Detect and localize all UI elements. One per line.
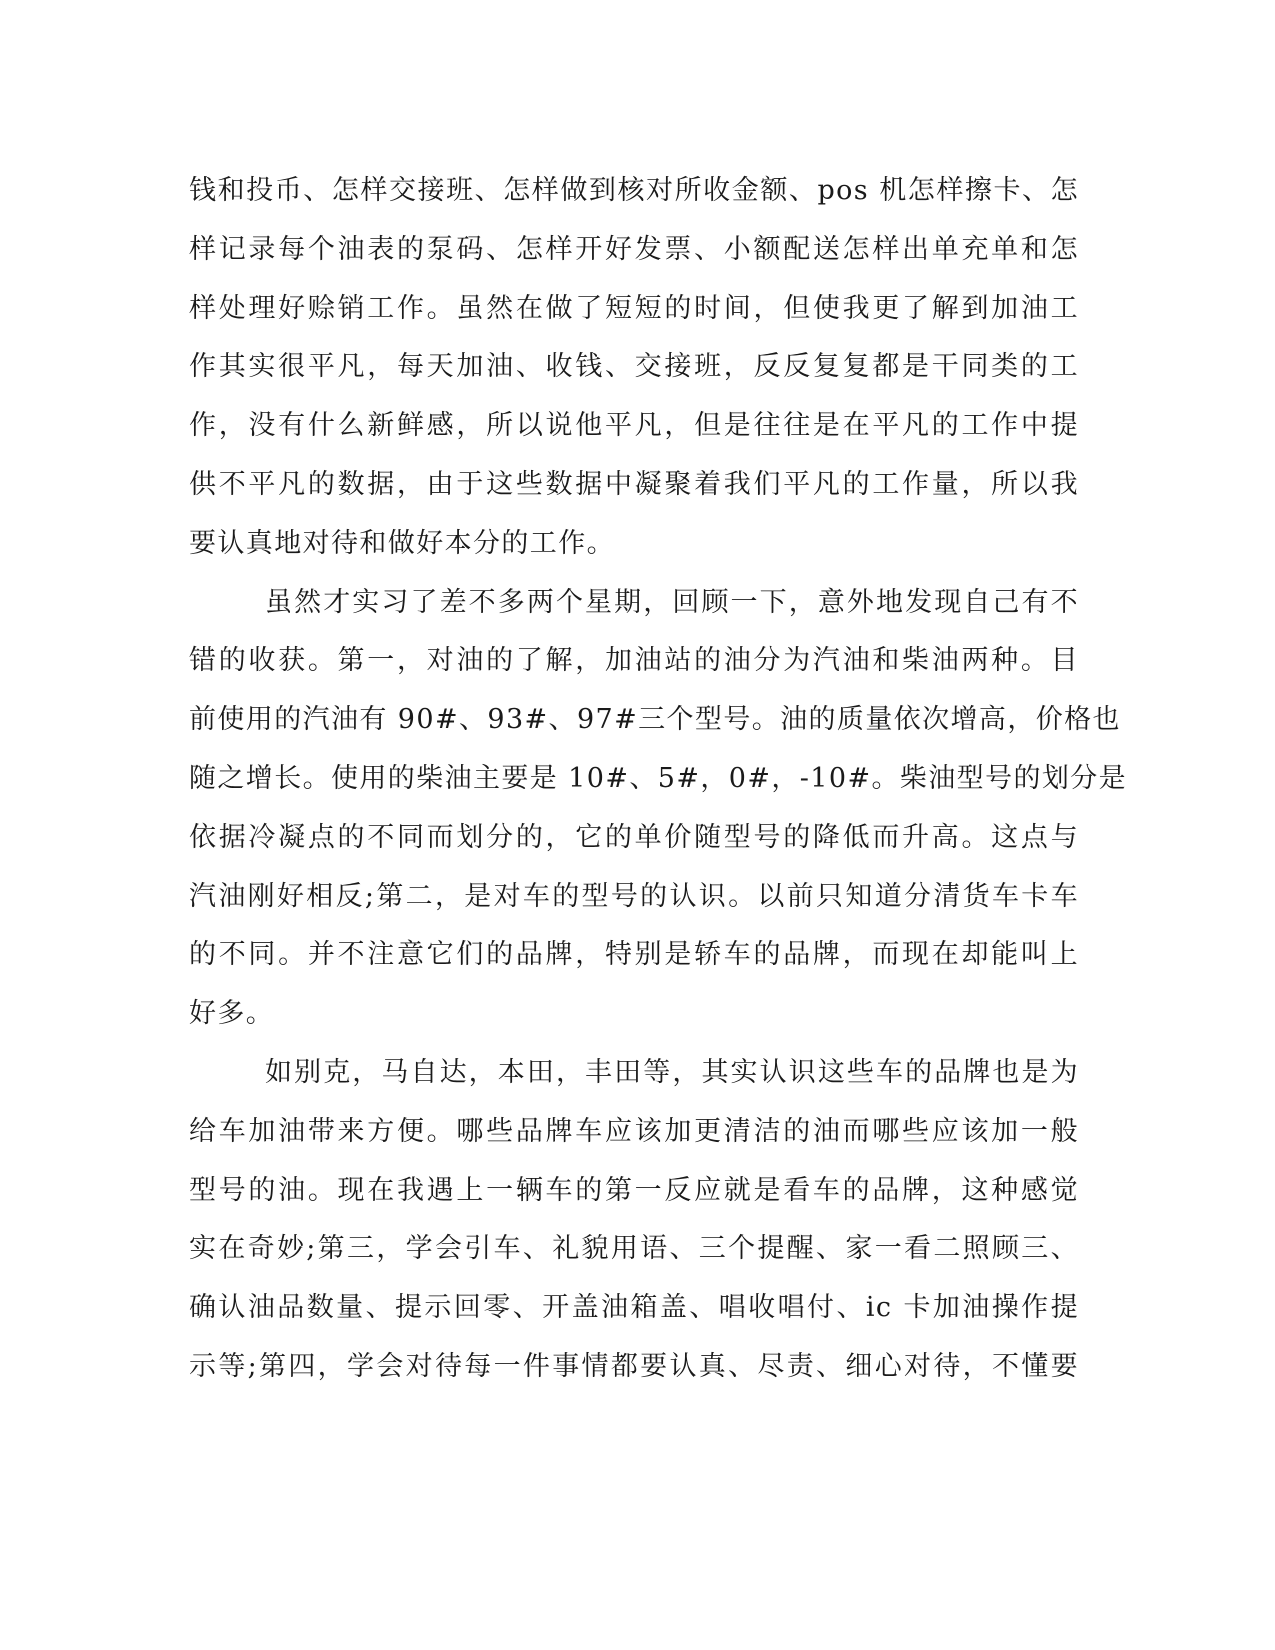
text-line: 确认油品数量、提示回零、开盖油箱盖、唱收唱付、ic 卡加油操作提	[189, 1292, 1079, 1324]
text-line: 要认真地对待和做好本分的工作。	[189, 527, 615, 559]
paragraph-2	[189, 574, 1128, 1044]
text-line: 给车加油带来方便。哪些品牌车应该加更清洁的油而哪些应该加一般	[189, 1115, 1079, 1147]
text-line: 作其实很平凡，每天加油、收钱、交接班，反反复复都是干同类的工	[189, 351, 1079, 383]
text-line: 依据冷凝点的不同而划分的，它的单价随型号的降低而升高。这点与	[189, 821, 1079, 853]
text-line: 的不同。并不注意它们的品牌，特别是轿车的品牌，而现在却能叫上	[189, 939, 1079, 971]
text-line: 样记录每个油表的泵码、怎样开好发票、小额配送怎样出单充单和怎	[189, 233, 1079, 265]
text-line: 前使用的汽油有 90#、93#、97#三个型号。油的质量依次增高，价格也	[189, 704, 1121, 736]
text-line: 示等;第四，学会对待每一件事情都要认真、尽责、细心对待，不懂要	[189, 1350, 1079, 1382]
text-line: 随之增长。使用的柴油主要是 10#、5#，0#，-10#。柴油型号的划分是	[189, 762, 1128, 794]
text-line: 虽然才实习了差不多两个星期，回顾一下，意外地发现自己有不	[265, 586, 1079, 618]
text-line: 作，没有什么新鲜感，所以说他平凡，但是往往是在平凡的工作中提	[189, 410, 1079, 442]
text-line: 错的收获。第一，对油的了解，加油站的油分为汽油和柴油两种。目	[189, 645, 1079, 677]
document-body	[189, 162, 1128, 1397]
text-line: 样处理好赊销工作。虽然在做了短短的时间，但使我更了解到加油工	[189, 292, 1079, 324]
text-line: 实在奇妙;第三，学会引车、礼貌用语、三个提醒、家一看二照顾三、	[189, 1233, 1079, 1265]
text-line: 如别克，马自达，本田，丰田等，其实认识这些车的品牌也是为	[265, 1056, 1079, 1088]
text-line: 型号的油。现在我遇上一辆车的第一反应就是看车的品牌，这种感觉	[189, 1174, 1079, 1206]
text-line: 钱和投币、怎样交接班、怎样做到核对所收金额、pos 机怎样擦卡、怎	[189, 175, 1079, 206]
text-line: 汽油刚好相反;第二，是对车的型号的认识。以前只知道分清货车卡车	[189, 880, 1079, 912]
paragraph-1	[189, 162, 1079, 574]
text-line: 好多。	[189, 998, 275, 1030]
paragraph-3	[189, 1044, 1079, 1397]
text-line: 供不平凡的数据，由于这些数据中凝聚着我们平凡的工作量，所以我	[189, 468, 1079, 500]
